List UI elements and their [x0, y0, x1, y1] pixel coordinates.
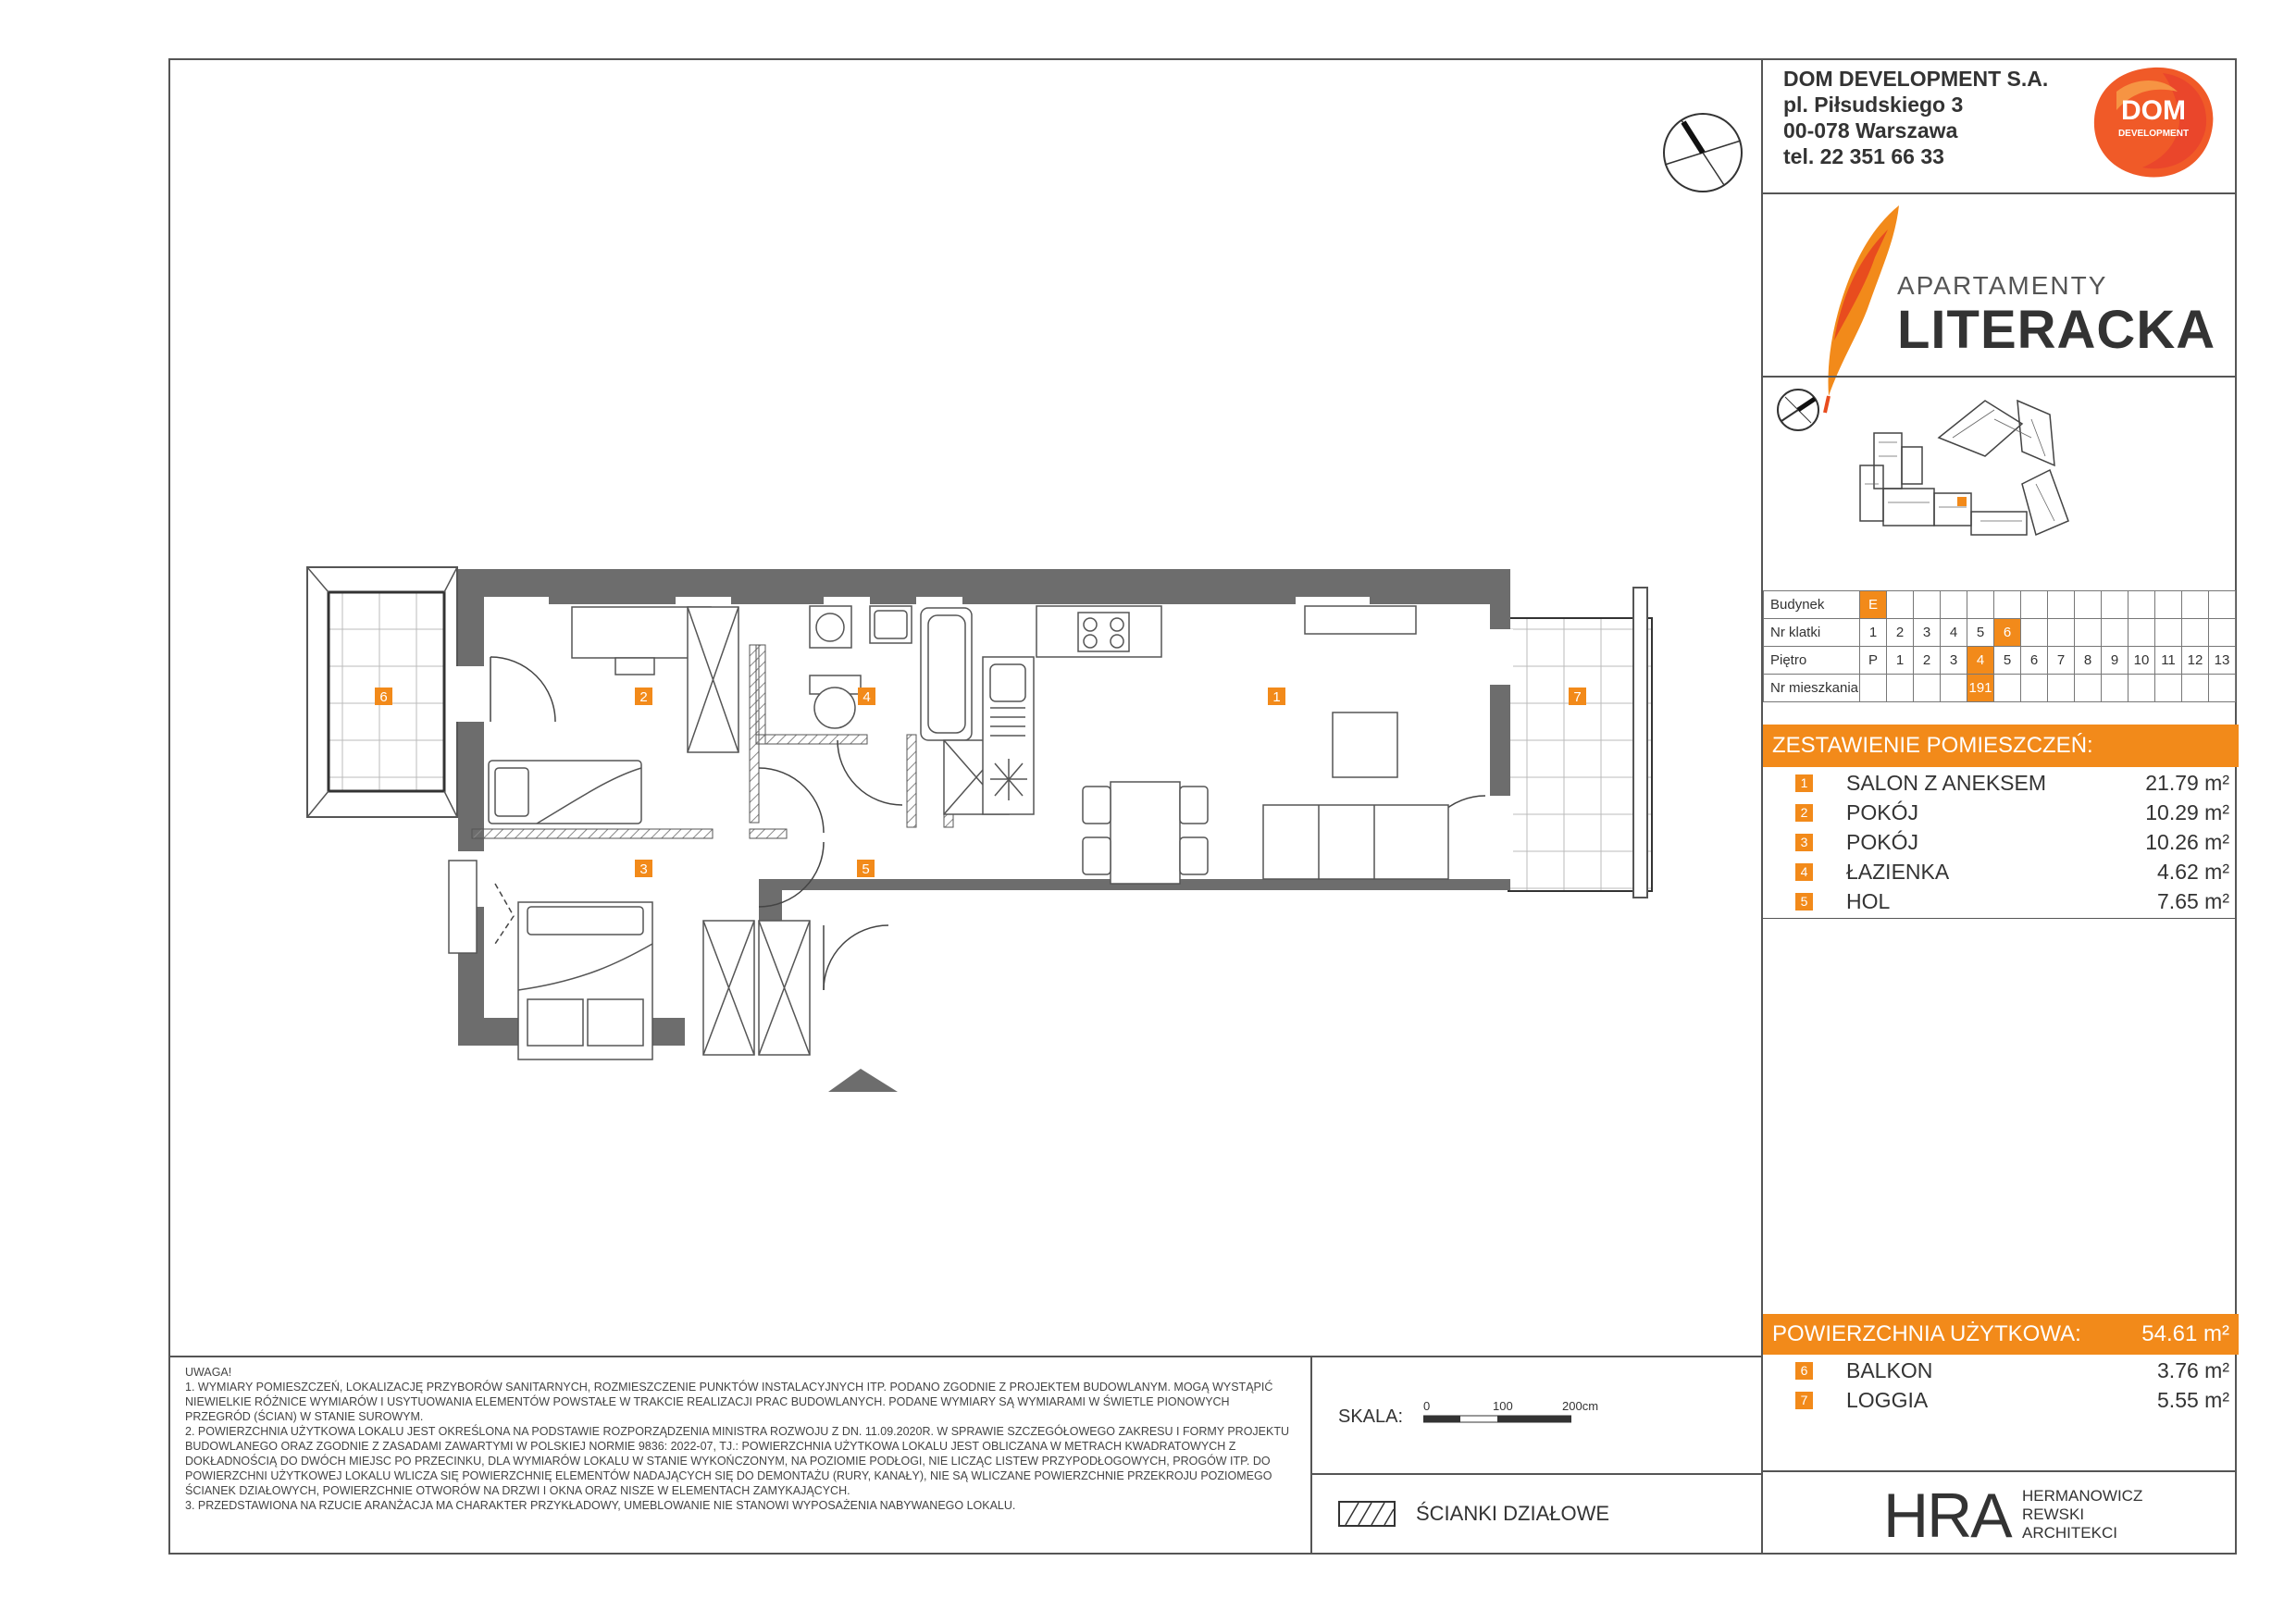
grid-cell: 7 [2048, 647, 2075, 675]
grid-cell [2182, 591, 2209, 619]
grid-cell [1887, 591, 1914, 619]
partition-label: ŚCIANKI DZIAŁOWE [1416, 1502, 1610, 1525]
logo-text-dom: DOM [2121, 95, 2186, 126]
grid-cell [2021, 591, 2048, 619]
room-marker-5: 5 [862, 861, 870, 877]
scale-tick-200: 200cm [1562, 1399, 1599, 1413]
grid-cell [1994, 591, 2021, 619]
grid-cell: 5 [1994, 647, 2021, 675]
brand-title [1897, 271, 2215, 361]
room-area: 10.26 m² [2145, 830, 2229, 854]
room-number-badge: 5 [1795, 893, 1813, 911]
grid-cell [2075, 591, 2102, 619]
scale-tick-0: 0 [1423, 1399, 1431, 1413]
grid-cell: 6 [1994, 619, 2021, 647]
grid-cell [2182, 619, 2209, 647]
grid-row-label: Nr klatki [1764, 619, 1860, 647]
grid-cell: 13 [2209, 647, 2236, 675]
grid-cell [1887, 675, 1914, 702]
brand-sub: APARTAMENTY [1897, 271, 2108, 300]
grid-cell [2128, 591, 2155, 619]
room-row [1763, 827, 2239, 857]
grid-cell [2155, 675, 2182, 702]
grid-cell [1967, 591, 1994, 619]
grid-cell: 2 [1887, 619, 1914, 647]
company-city: 00-078 Warszawa [1783, 118, 1958, 142]
floor-plan [305, 555, 1657, 1110]
grid-cell [2209, 675, 2236, 702]
title-block [1761, 58, 2237, 1555]
note-item: 3. PRZEDSTAWIONA NA RZUCIE ARANŻACJA MA CHARAKTER PRZYKŁADOWY, UMEBLOWANIE NIE STANOWI WYPOSAŻENIA NABYWANEGO LOKALU. [185, 1499, 1016, 1512]
room-area: 5.55 m² [2157, 1388, 2229, 1412]
room-name: POKÓJ [1846, 830, 1918, 854]
grid-cell: 6 [2021, 647, 2048, 675]
grid-cell [2021, 675, 2048, 702]
grid-cell: 11 [2155, 647, 2182, 675]
room-marker-2: 2 [639, 689, 648, 705]
company-info [1783, 66, 2048, 169]
grid-row-label: Nr mieszkania [1764, 675, 1860, 702]
total-area [1763, 1314, 2239, 1355]
room-number-badge: 1 [1795, 774, 1813, 792]
divider [1763, 192, 2237, 194]
grid-cell: 12 [2182, 647, 2209, 675]
room-name: ŁAZIENKA [1846, 860, 1950, 884]
architect-logo [1883, 1481, 2198, 1551]
grid-cell [2102, 619, 2128, 647]
grid-row [1764, 647, 2236, 675]
grid-cell [1941, 591, 1967, 619]
grid-row [1764, 675, 2236, 702]
scale-bar [1423, 1415, 1571, 1424]
room-number-badge: 2 [1795, 804, 1813, 822]
room-row [1763, 768, 2239, 798]
grid-cell: E [1860, 591, 1887, 619]
grid-cell: P [1860, 647, 1887, 675]
total-value: 54.61 m² [2141, 1321, 2229, 1346]
grid-cell [2048, 591, 2075, 619]
architect-line1: HERMANOWICZ [2022, 1487, 2143, 1505]
room-row [1763, 1356, 2239, 1385]
divider [1763, 918, 2237, 919]
grid-cell [1914, 591, 1941, 619]
grid-cell [2021, 619, 2048, 647]
north-arrow-small-icon [1778, 390, 1818, 430]
grid-cell [1941, 675, 1967, 702]
dom-development-logo [2089, 64, 2218, 182]
room-area: 4.62 m² [2157, 860, 2229, 884]
partition-hatch-icon [1338, 1501, 1396, 1527]
grid-cell [1994, 675, 2021, 702]
grid-cell [2048, 675, 2075, 702]
room-marker-1: 1 [1272, 689, 1281, 705]
north-arrow-icon [1661, 111, 1744, 194]
grid-cell: 8 [2075, 647, 2102, 675]
extras-list [1763, 1356, 2239, 1415]
rooms-list [1763, 768, 2239, 916]
grid-cell: 4 [1967, 647, 1994, 675]
room-row [1763, 798, 2239, 827]
grid-cell: 1 [1860, 619, 1887, 647]
room-name: HOL [1846, 889, 1891, 913]
key-plan [1772, 382, 2235, 586]
grid-cell [2128, 675, 2155, 702]
entrance-marker [828, 1069, 898, 1092]
room-area: 10.29 m² [2145, 800, 2229, 824]
loggia-7 [1508, 588, 1652, 898]
scale-label: SKALA: [1338, 1406, 1404, 1427]
grid-cell: 9 [2102, 647, 2128, 675]
note-item: 1. WYMIARY POMIESZCZEŃ, LOKALIZACJĘ PRZYBORÓW SANITARNYCH, ROZMIESZCZENIE PUNKTÓW INSTALACYJNYCH ITP. PODANO ZGODNIE Z PROJEKTEM BUDOWLANYM. MOGĄ WYSTĄPIĆ NIEWIELKIE RÓŻNICE WYMIARÓW I USYTUOWANIA ELEMENTÓW POWSTAŁE W TRAKCIE REALIZACJI PRAC BUDOWLANYCH. PODANE WYMIARY SĄ WYMIARAMI W ŚWIETLE PIONOWYCH PRZEGRÓD (ŚCIAN) W STANIE SUROWYM. [185, 1381, 1273, 1423]
grid-cell [2182, 675, 2209, 702]
notes-title: UWAGA! [185, 1366, 232, 1379]
grid-cell: 1 [1887, 647, 1914, 675]
grid-cell: 10 [2128, 647, 2155, 675]
company-name: DOM DEVELOPMENT S.A. [1783, 67, 2049, 91]
company-phone: tel. 22 351 66 33 [1783, 144, 1944, 168]
grid-cell [2102, 675, 2128, 702]
grid-cell [2075, 619, 2102, 647]
divider [1763, 376, 2237, 378]
note-item: 2. POWIERZCHNIA UŻYTKOWA LOKALU JEST OKREŚLONA NA PODSTAWIE ROZPORZĄDZENIA MINISTRA ROZWOJU Z DN. 11.09.2020R. W SPRAWIE SZCZEGÓŁOWEGO ZAKRESU I FORMY PROJEKTU BUDOWLANEGO ORAZ ZGODNIE Z ZASADAMI ZAWARTYMI W POLSKIEJ NORMIE 9836: 2022-07, TJ.: POWIERZCHNIA UŻYTKOWA LOKALU JEST OBLICZANA W METRACH KWADRATOWYCH Z DOKŁADNOŚCIĄ DO DWÓCH MIEJSC PO PRZECINKU, DLA WYMIARÓW LOKALU W STANIE WYKOŃCZONYM, NA POZIOMIE PODŁOGI, NIE LICZĄC LISTEW PRZYPODŁOGOWYCH, PROGÓW ITP. DO POWIERZCHNI UŻYTKOWEJ LOKALU WLICZA SIĘ POWIERZCHNIĘ ELEMENTÓW NADAJĄCYCH SIĘ DO DEMONTAŻU (RURY, KANAŁY), NIE SĄ WLICZANE POWIERZCHNIE PRZEKROJU POZIOMEGO ŚCIANEK DZIAŁOWYCH, POWIERZCHNIE OTWORÓW NA DRZWI I OKNA ORAZ NISZE W ELEMENTACH ZAMYKAJĄCYCH. [185, 1425, 1290, 1497]
grid-row-label: Piętro [1764, 647, 1860, 675]
company-street: pl. Piłsudskiego 3 [1783, 93, 1964, 117]
grid-cell [2155, 619, 2182, 647]
grid-cell [2155, 591, 2182, 619]
room-name: LOGGIA [1846, 1388, 1929, 1412]
logo-text-development: DEVELOPMENT [2117, 129, 2190, 139]
architect-line2: REWSKI [2022, 1505, 2085, 1523]
architect-line3: ARCHITEKCI [2022, 1524, 2117, 1542]
grid-cell [2075, 675, 2102, 702]
room-number-badge: 6 [1795, 1362, 1813, 1380]
grid-cell: 3 [1941, 647, 1967, 675]
room-marker-4: 4 [863, 689, 871, 705]
brand-main: LITERACKA [1897, 300, 2216, 360]
grid-cell [2102, 591, 2128, 619]
grid-cell: 4 [1941, 619, 1967, 647]
total-label: POWIERZCHNIA UŻYTKOWA: [1772, 1321, 2081, 1346]
grid-cell: 3 [1914, 619, 1941, 647]
room-number-badge: 4 [1795, 863, 1813, 881]
room-number-badge: 7 [1795, 1392, 1813, 1409]
room-name: BALKON [1846, 1358, 1933, 1382]
grid-cell [1914, 675, 1941, 702]
room-name: SALON Z ANEKSEM [1846, 771, 2047, 795]
unit-location-grid [1763, 590, 2236, 702]
room-row [1763, 1385, 2239, 1415]
grid-cell: 5 [1967, 619, 1994, 647]
architect-abbr: HRA [1883, 1481, 2011, 1551]
scale-legend-box [1310, 1356, 1763, 1555]
room-row [1763, 857, 2239, 886]
room-area: 7.65 m² [2157, 889, 2229, 913]
room-marker-7: 7 [1573, 689, 1582, 705]
notes [185, 1365, 1291, 1513]
grid-row [1764, 619, 2236, 647]
room-area: 21.79 m² [2145, 771, 2229, 795]
grid-row [1764, 591, 2236, 619]
room-area: 3.76 m² [2157, 1358, 2229, 1382]
room-row [1763, 886, 2239, 916]
grid-cell [2209, 619, 2236, 647]
rooms-header: ZESTAWIENIE POMIESZCZEŃ: [1763, 725, 2239, 767]
scale-tick-100: 100 [1493, 1399, 1513, 1413]
grid-cell: 191 [1967, 675, 1994, 702]
room-marker-6: 6 [379, 689, 388, 705]
grid-cell [2128, 619, 2155, 647]
divider [1763, 1470, 2237, 1472]
grid-cell [2209, 591, 2236, 619]
room-name: POKÓJ [1846, 800, 1918, 824]
grid-cell [2048, 619, 2075, 647]
room-number-badge: 3 [1795, 834, 1813, 851]
architect-names [2022, 1487, 2142, 1542]
grid-row-label: Budynek [1764, 591, 1860, 619]
grid-cell: 2 [1914, 647, 1941, 675]
grid-cell [1860, 675, 1887, 702]
room-marker-3: 3 [639, 861, 648, 877]
